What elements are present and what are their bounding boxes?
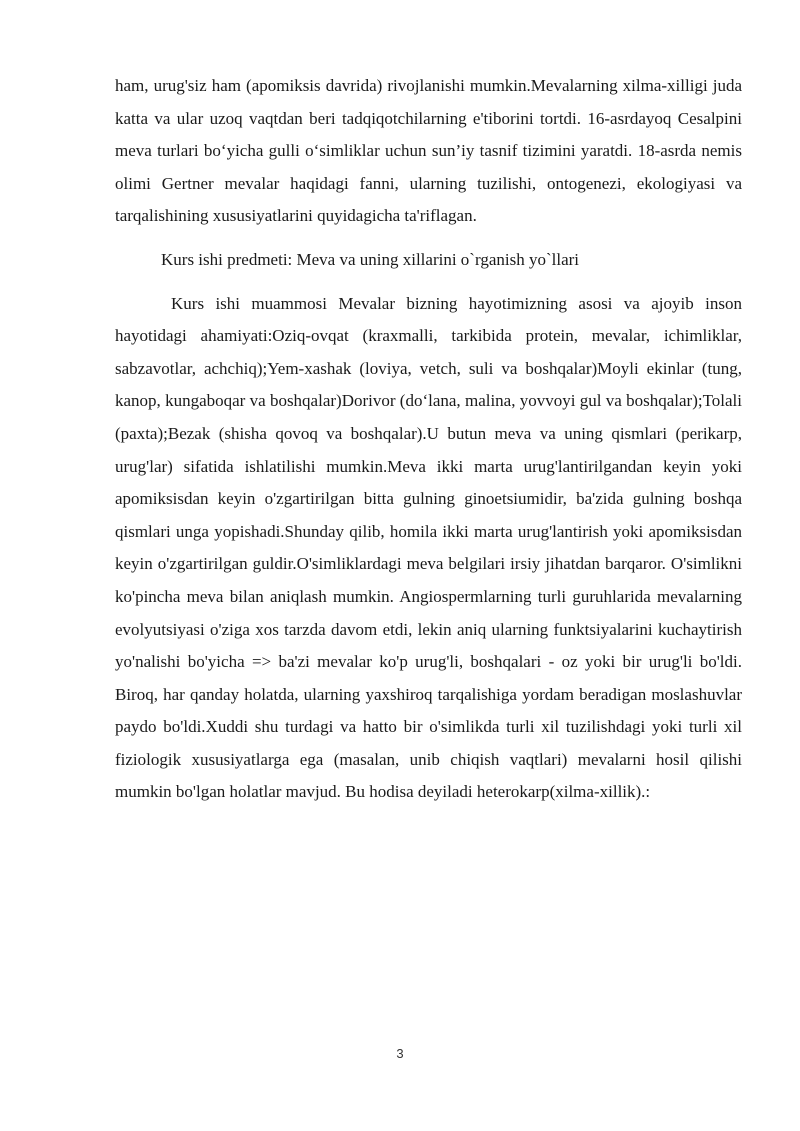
paragraph-subject: Kurs ishi predmeti: Meva va uning xillarini o`rganish yo`llari (161, 249, 579, 269)
page-body (115, 70, 742, 809)
paragraph-problem: Kurs ishi muammosi Mevalar bizning hayotimizning asosi va ajoyib inson hayotidagi ahamiyati:Oziq-ovqat (kraxmalli, tarkibida protein, mevalar, ichimliklar, sabzavotlar, achchiq);Yem-xashak (loviya, vetch, suli va boshqalar)Moyli ekinlar (tung, kanop, kungaboqar va boshqalar)Dorivor (do‘lana, malina, yovvoyi gul va boshqalar);Tolali (paxta);Bezak (shisha qovoq va boshqalar).U butun meva va uning qismlari (perikarp, urug'lar) sifatida ishlatilishi mumkin.Meva ikki marta urug'lantirilgandan keyin yoki apomiksisdan keyin o'zgartirilgan bitta gulning ginoetsiumidir, ba'zida gulning boshqa qismlari unga yopishadi.Shunday qilib, homila ikki marta urug'lantirish yoki apomiksisdan keyin o'zgartirilgan guldir.O'simliklardagi meva belgilari irsiy jihatdan barqaror. O'simlikni ko'pincha meva bilan aniqlash mumkin. Angiospermlarning turli guruhlarida mevalarning evolyutsiyasi o'ziga xos tarzda davom etdi, lekin aniq ularning funktsiyalarini kuchaytirish yo'nalishi bo'yicha => ba'zi mevalar ko'p urug'li, boshqalari - oz yoki bir urug'li bo'ldi. Biroq, har qanday holatda, ularning yaxshiroq tarqalishiga yordam beradigan moslashuvlar paydo bo'ldi.Xuddi shu turdagi va hatto bir o'simlikda turli xil tuzilishdagi yoki turli xil fiziologik xususiyatlarga ega (masalan, unib chiqish vaqtlari) mevalarni hosil qilishi mumkin bo'lgan holatlar mavjud. Bu hodisa deyiladi heterokarp(xilma-xillik).: (115, 293, 742, 802)
page-number: 3 (396, 1046, 404, 1061)
paragraph-continuation: ham, urug'siz ham (apomiksis davrida) rivojlanishi mumkin.Mevalarning xilma-xilligi juda katta va ular uzoq vaqtdan beri tadqiqotchilarning e'tiborini tortdi. 16-asrdayoq Cesalpini meva turlari bo‘yicha gulli o‘simliklar uchun sun’iy tasnif tizimini yaratdi. 18-asrda nemis olimi Gertner mevalar haqidagi fanni, ularning tuzilishi, ontogenezi, ekologiyasi va tarqalishining xususiyatlarini quyidagicha ta'riflagan. (115, 76, 742, 226)
